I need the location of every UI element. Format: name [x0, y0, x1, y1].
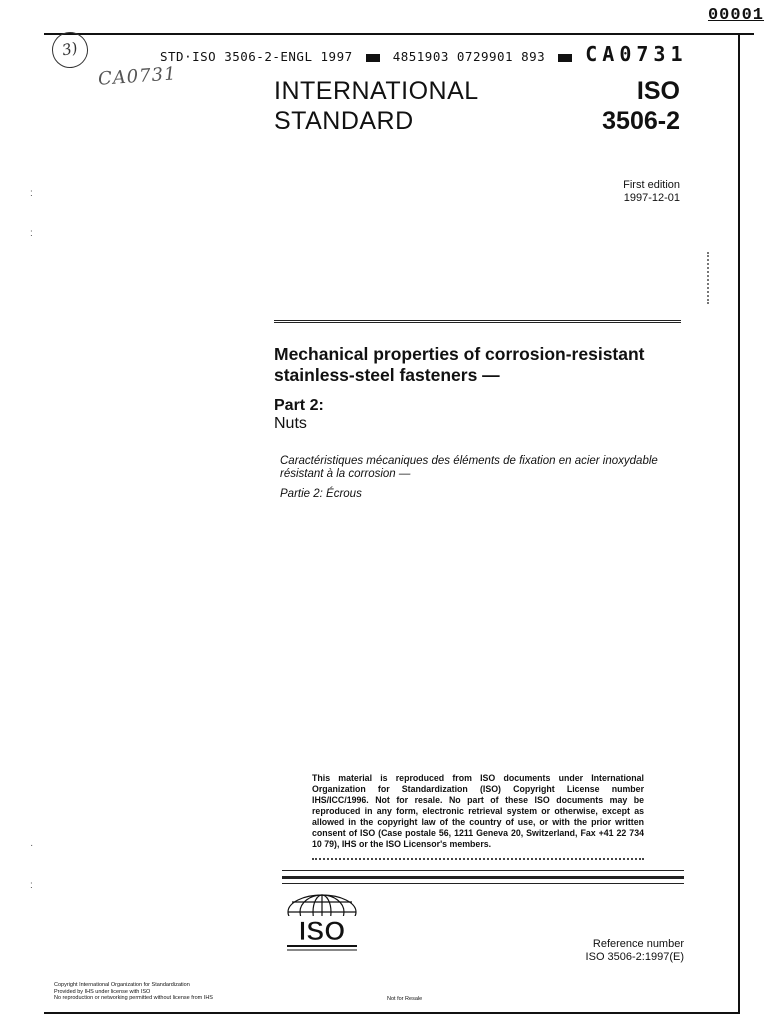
footer-line: No reproduction or networking permitted without license from IHS — [54, 995, 213, 1001]
scan-mark-left: : — [30, 880, 33, 891]
handwritten-code: CA0731 — [97, 63, 178, 90]
document-type-line: STANDARD — [274, 107, 414, 135]
iso-logo — [283, 890, 361, 954]
part-label: Part 2: — [274, 397, 324, 414]
std-designation: STD·ISO 3506-2-ENGL 1997 — [160, 49, 353, 64]
footer-rule — [282, 870, 684, 871]
footer-not-for-resale: Not for Resale — [387, 996, 423, 1002]
part-name: Nuts — [274, 415, 307, 432]
reference-value: ISO 3506-2:1997(E) — [585, 951, 684, 963]
standard-org: ISO — [636, 77, 680, 105]
french-title: Caractéristiques mécaniques des éléments de fixation en acier inoxydable résistant à la corrosion — — [280, 455, 658, 480]
reference-number — [586, 938, 684, 964]
document-type — [274, 76, 479, 136]
title-divider — [274, 320, 681, 323]
document-title: Mechanical properties of corrosion-resistant stainless-steel fasteners — — [274, 344, 645, 385]
frame-top-border — [44, 33, 754, 35]
standard-number — [602, 76, 680, 136]
scan-mark-left: · — [30, 840, 34, 851]
scan-mark-left: : — [30, 188, 33, 199]
notice-cut-line — [312, 858, 644, 864]
edition-date: 1997-12-01 — [623, 192, 680, 204]
edition-label: First edition — [623, 179, 680, 191]
standard-id: 3506-2 — [602, 107, 680, 135]
document-type-line: INTERNATIONAL — [274, 77, 479, 105]
page-number: 00001 — [707, 6, 764, 25]
barcode-block-icon — [366, 54, 380, 62]
footer-rule — [282, 883, 684, 884]
copyright-notice: This material is reproduced from ISO documents under International Organization for Standardization (ISO) Copyright License number IHS/ICC/1996. Not for resale. No part of these ISO documents may be reproduced in any form, electronic retrieval system or otherwise, except as allowed in the copyright law of the country of use, or with the prior written consent of ISO (Case postale 56, 1211 Geneva 20, Switzerland, Fax +41 22 734 10 79), IHS or the ISO Licensor's members. — [312, 773, 644, 849]
footer-copyright — [54, 982, 213, 1002]
frame-bottom-border — [44, 1012, 740, 1014]
edition-info — [623, 179, 680, 205]
footer-line: Copyright International Organization for Standardization — [54, 982, 190, 988]
footer-rule — [282, 876, 684, 879]
reference-label: Reference number — [592, 938, 684, 950]
handwritten-circled-number: 3) — [49, 29, 92, 72]
std-designation-line — [160, 42, 688, 66]
iso-logo-text: ISO — [298, 916, 346, 946]
scan-mark-right — [707, 252, 709, 304]
french-part: Partie 2: Écrous — [280, 488, 362, 500]
scan-mark-left: : — [30, 228, 33, 239]
frame-right-border — [738, 33, 740, 1013]
barcode-block-icon — [558, 54, 572, 62]
std-code: CA0731 — [585, 42, 688, 66]
barcode-digits: 4851903 0729901 893 — [392, 49, 546, 64]
footer-line: Provided by IHS under license with ISO — [54, 988, 151, 995]
